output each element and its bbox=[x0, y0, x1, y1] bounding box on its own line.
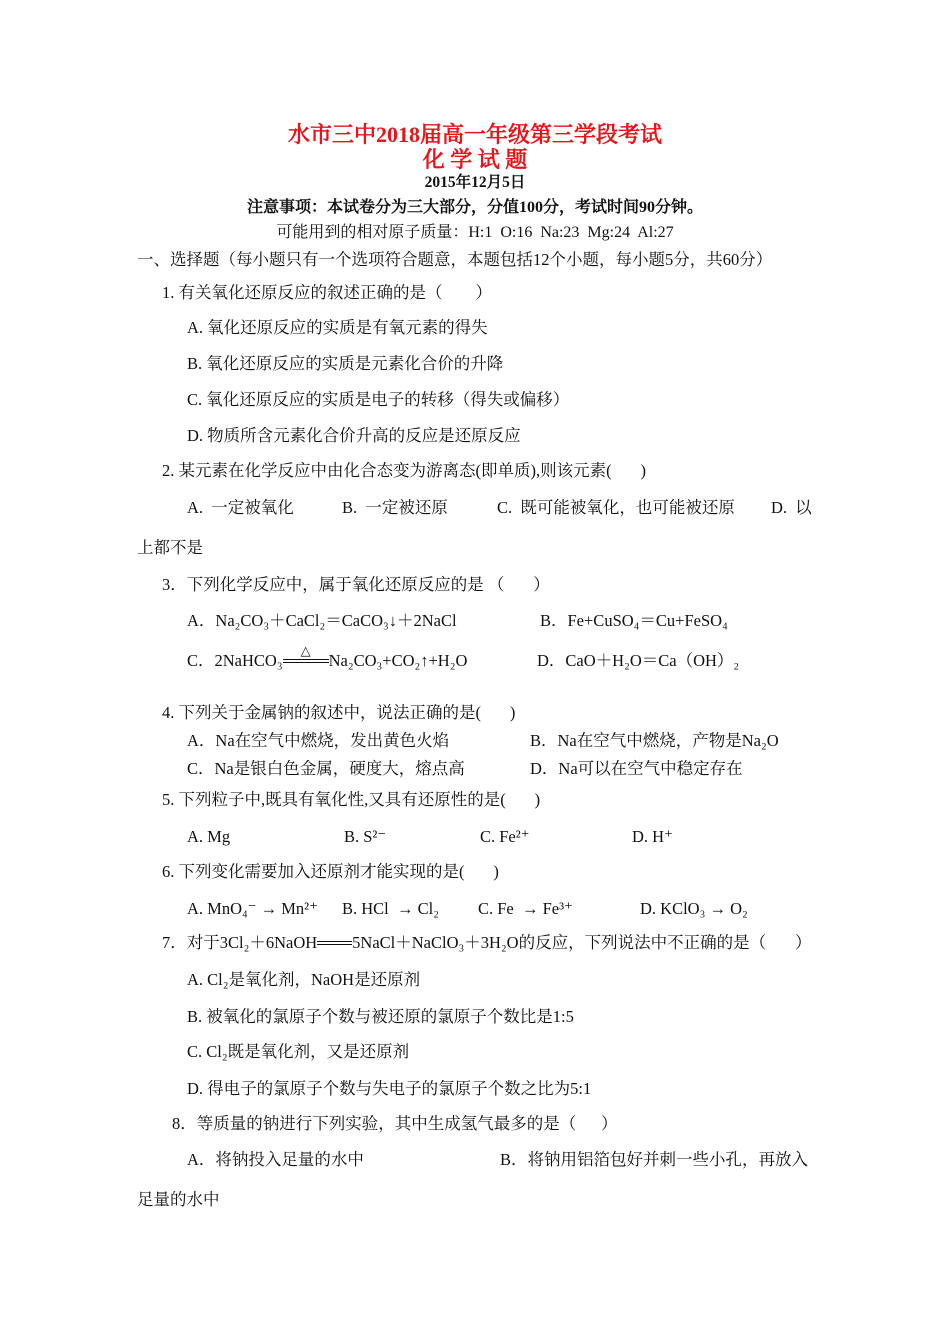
q1-option-c: C. 氧化还原反应的实质是电子的转移（得失或偏移） bbox=[187, 390, 570, 409]
q3-option-d: D．CaO＋H₂O＝Ca（OH）₂ bbox=[537, 651, 740, 670]
exam-title: 水市三中2018届高一年级第三学段考试 bbox=[287, 122, 662, 147]
q4-option-d: D．Na可以在空气中稳定存在 bbox=[530, 759, 743, 778]
q3-option-c-reactant: C．2NaHCO₃ bbox=[187, 651, 283, 670]
q3-option-b: B．Fe+CuSO₄＝Cu+FeSO₄ bbox=[540, 611, 728, 630]
q2-option-d-continued: 上都不是 bbox=[137, 538, 203, 557]
atomic-masses: 可能用到的相对原子质量：H:1 O:16 Na:23 Mg:24 Al:27 bbox=[276, 224, 674, 241]
q4-option-a: A．Na在空气中燃烧，发出黄色火焰 bbox=[187, 731, 450, 750]
exam-subject: 化 学 试 题 bbox=[422, 147, 528, 172]
q7-option-b: B. 被氧化的氯原子个数与被还原的氯原子个数比是1:5 bbox=[187, 1007, 574, 1026]
section-heading: 一、选择题（每小题只有一个选项符合题意，本题包括12个小题，每小题5分，共60分） bbox=[137, 250, 773, 269]
q4-stem: 4. 下列关于金属钠的叙述中，说法正确的是( ) bbox=[162, 703, 516, 722]
double-line-sign bbox=[283, 659, 329, 663]
q6-option-a: A. MnO₄⁻ → Mn²⁺ bbox=[187, 899, 318, 918]
q6-option-d: D. KClO₃ → O₂ bbox=[640, 899, 748, 918]
q7-option-d: D. 得电子的氯原子个数与失电子的氯原子个数之比为5:1 bbox=[187, 1079, 592, 1098]
q7-option-c: C. Cl₂既是氧化剂，又是还原剂 bbox=[187, 1042, 410, 1061]
q5-option-b: B. S²⁻ bbox=[344, 827, 387, 846]
q8-option-b: B．将钠用铝箔包好并刺一些小孔，再放入 bbox=[500, 1150, 809, 1169]
q2-option-a: A. 一定被氧化 bbox=[187, 498, 294, 517]
q1-option-b: B. 氧化还原反应的实质是元素化合价的升降 bbox=[187, 354, 504, 373]
heating-condition-arrow bbox=[283, 644, 329, 672]
q5-option-a: A. Mg bbox=[187, 827, 231, 846]
exam-notice: 注意事项：本试卷分为三大部分，分值100分，考试时间90分钟。 bbox=[246, 199, 703, 216]
q3-option-c bbox=[187, 644, 468, 672]
double-line-sign bbox=[317, 941, 352, 945]
heat-triangle-icon: △ bbox=[300, 644, 311, 659]
q4-option-b: B．Na在空气中燃烧，产物是Na₂O bbox=[530, 731, 779, 750]
q4-option-c: C．Na是银白色金属，硬度大，熔点高 bbox=[187, 759, 465, 778]
q8-stem: 8．等质量的钠进行下列实验，其中生成氢气最多的是（ ） bbox=[172, 1114, 618, 1133]
q2-option-d: D. 以 bbox=[771, 498, 812, 517]
q1-option-a: A. 氧化还原反应的实质是有氧元素的得失 bbox=[187, 318, 488, 337]
q5-option-d: D. H⁺ bbox=[632, 827, 673, 846]
q3-option-c-products: Na₂CO₃+CO₂↑+H₂O bbox=[328, 651, 468, 670]
q1-option-d: D. 物质所含元素化合价升高的反应是还原反应 bbox=[187, 426, 521, 445]
q6-stem: 6. 下列变化需要加入还原剂才能实现的是( ) bbox=[162, 862, 499, 881]
q2-option-b: B. 一定被还原 bbox=[342, 498, 448, 517]
q5-option-c: C. Fe²⁺ bbox=[480, 827, 530, 846]
q3-stem: 3．下列化学反应中，属于氧化还原反应的是 （ ） bbox=[162, 575, 550, 594]
q5-stem: 5. 下列粒子中,既具有氧化性,又具有还原性的是( ) bbox=[162, 790, 541, 809]
q7-stem bbox=[162, 932, 811, 954]
q2-option-c: C. 既可能被氧化，也可能被还原 bbox=[497, 498, 735, 517]
q2-stem: 2. 某元素在化学反应中由化合态变为游离态(即单质),则该元素( ) bbox=[162, 461, 646, 480]
q1-stem: 1. 有关氧化还原反应的叙述正确的是（ ） bbox=[162, 283, 492, 302]
q7-stem-reactants: 7．对于3Cl₂＋6NaOH bbox=[162, 933, 318, 952]
q8-option-a: A．将钠投入足量的水中 bbox=[187, 1150, 364, 1169]
q6-option-b: B. HCl → Cl₂ bbox=[342, 899, 439, 918]
q8-option-b-continued: 足量的水中 bbox=[137, 1190, 220, 1209]
q6-option-c: C. Fe → Fe³⁺ bbox=[478, 899, 573, 918]
q3-option-a: A．Na₂CO₃＋CaCl₂＝CaCO₃↓＋2NaCl bbox=[187, 611, 457, 630]
exam-date: 2015年12月5日 bbox=[424, 174, 526, 191]
q7-stem-products: 5NaCl＋NaClO₃＋3H₂O的反应，下列说法中不正确的是（ ） bbox=[352, 933, 812, 952]
equation-double-line bbox=[317, 932, 352, 954]
q7-option-a: A. Cl₂是氧化剂，NaOH是还原剂 bbox=[187, 970, 421, 989]
